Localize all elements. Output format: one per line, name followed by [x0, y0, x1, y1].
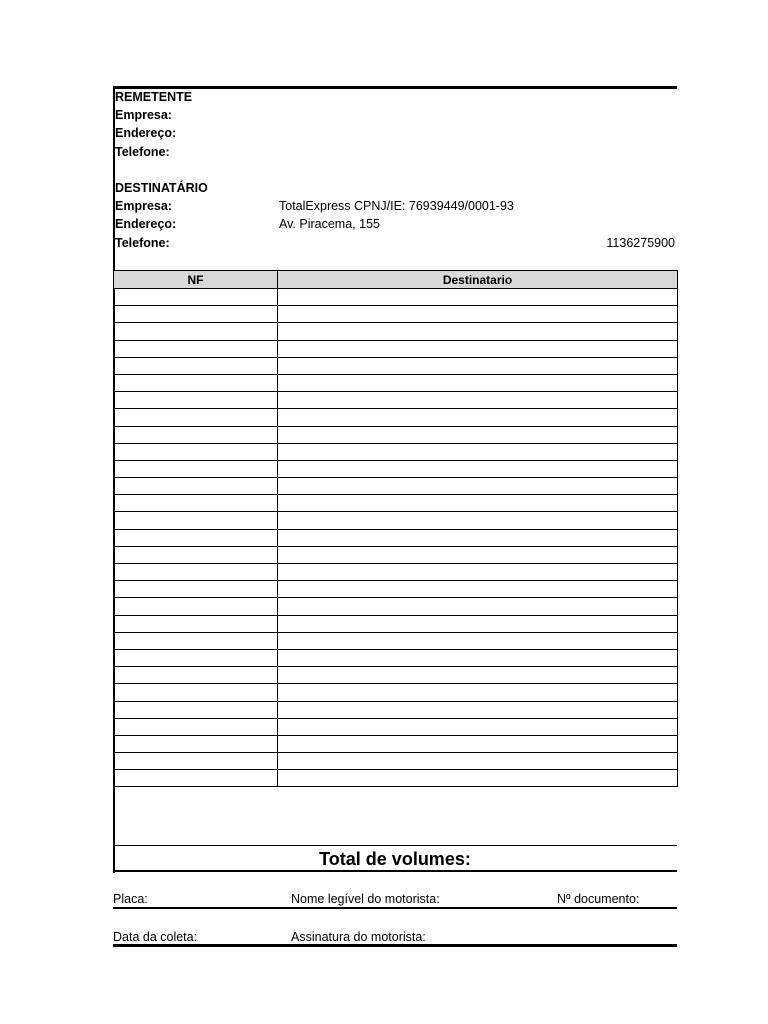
- nf-cell[interactable]: [114, 323, 278, 340]
- nf-cell[interactable]: [114, 478, 278, 495]
- remetente-empresa-label: Empresa:: [115, 108, 172, 122]
- nf-cell[interactable]: [114, 340, 278, 357]
- table-row: [114, 306, 678, 323]
- nf-cell[interactable]: [114, 667, 278, 684]
- table-row: [114, 460, 678, 477]
- table-header-row: [114, 271, 678, 289]
- destinatario-cell[interactable]: [278, 357, 678, 374]
- column-header-destinatario: Destinatario: [278, 271, 678, 289]
- destinatario-cell[interactable]: [278, 374, 678, 391]
- destinatario-cell[interactable]: [278, 529, 678, 546]
- destinatario-title: DESTINATÁRIO: [115, 181, 208, 195]
- table-row: [114, 357, 678, 374]
- nf-cell[interactable]: [114, 581, 278, 598]
- nf-cell[interactable]: [114, 460, 278, 477]
- table-row: [114, 632, 678, 649]
- destinatario-cell[interactable]: [278, 409, 678, 426]
- destinatario-cell[interactable]: [278, 564, 678, 581]
- table-row: [114, 684, 678, 701]
- destinatario-cell[interactable]: [278, 546, 678, 563]
- total-volumes-label: Total de volumes:: [319, 849, 471, 869]
- table-row: [114, 615, 678, 632]
- table-row: [114, 340, 678, 357]
- table-row: [114, 409, 678, 426]
- nf-cell[interactable]: [114, 392, 278, 409]
- nf-cell[interactable]: [114, 357, 278, 374]
- nf-cell[interactable]: [114, 426, 278, 443]
- destinatario-cell[interactable]: [278, 581, 678, 598]
- placa-label: Placa:: [113, 892, 148, 906]
- nf-cell[interactable]: [114, 564, 278, 581]
- remetente-endereco-label: Endereço:: [115, 126, 177, 140]
- assinatura-motorista-label: Assinatura do motorista:: [291, 930, 426, 944]
- destinatario-cell[interactable]: [278, 632, 678, 649]
- column-header-nf: NF: [114, 271, 278, 289]
- nf-cell[interactable]: [114, 546, 278, 563]
- nf-cell[interactable]: [114, 718, 278, 735]
- table-row: [114, 701, 678, 718]
- destinatario-cell[interactable]: [278, 770, 678, 787]
- destinatario-cell[interactable]: [278, 753, 678, 770]
- table-row: [114, 753, 678, 770]
- destinatario-telefone-label: Telefone:: [115, 236, 170, 250]
- destinatario-cell[interactable]: [278, 426, 678, 443]
- table-row: [114, 512, 678, 529]
- destinatario-telefone-value: 1136275900: [606, 236, 675, 250]
- top-border: [113, 86, 677, 89]
- destinatario-cell[interactable]: [278, 495, 678, 512]
- destinatario-endereco-value: Av. Piracema, 155: [279, 217, 380, 231]
- destinatario-cell[interactable]: [278, 649, 678, 666]
- nf-cell[interactable]: [114, 598, 278, 615]
- nf-cell[interactable]: [114, 632, 278, 649]
- destinatario-cell[interactable]: [278, 598, 678, 615]
- destinatario-cell[interactable]: [278, 478, 678, 495]
- nf-cell[interactable]: [114, 649, 278, 666]
- destinatario-cell[interactable]: [278, 684, 678, 701]
- destinatario-cell[interactable]: [278, 667, 678, 684]
- table-row: [114, 443, 678, 460]
- table-row: [114, 478, 678, 495]
- table-row: [114, 718, 678, 735]
- destinatario-cell[interactable]: [278, 735, 678, 752]
- nf-cell[interactable]: [114, 306, 278, 323]
- nf-cell[interactable]: [114, 512, 278, 529]
- nf-cell[interactable]: [114, 735, 278, 752]
- destinatario-cell[interactable]: [278, 512, 678, 529]
- table-row: [114, 426, 678, 443]
- table-body: [114, 289, 678, 787]
- table-row: [114, 770, 678, 787]
- footer-line-1: [113, 907, 677, 909]
- table-row: [114, 495, 678, 512]
- table-row: [114, 735, 678, 752]
- table-row: [114, 374, 678, 391]
- destinatario-cell[interactable]: [278, 340, 678, 357]
- documento-label: Nº documento:: [557, 892, 640, 906]
- destinatario-cell[interactable]: [278, 443, 678, 460]
- destinatario-cell[interactable]: [278, 306, 678, 323]
- destinatario-cell[interactable]: [278, 460, 678, 477]
- nf-cell[interactable]: [114, 529, 278, 546]
- remetente-telefone-label: Telefone:: [115, 145, 170, 159]
- nf-cell[interactable]: [114, 495, 278, 512]
- table-row: [114, 546, 678, 563]
- destinatario-cell[interactable]: [278, 392, 678, 409]
- data-coleta-label: Data da coleta:: [113, 930, 198, 944]
- destinatario-cell[interactable]: [278, 323, 678, 340]
- table-row: [114, 323, 678, 340]
- footer-line-2: [113, 944, 677, 947]
- nf-cell[interactable]: [114, 770, 278, 787]
- nf-cell[interactable]: [114, 615, 278, 632]
- destinatario-cell[interactable]: [278, 615, 678, 632]
- nf-cell[interactable]: [114, 374, 278, 391]
- destinatario-endereco-label: Endereço:: [115, 217, 177, 231]
- nome-motorista-label: Nome legível do motorista:: [291, 892, 440, 906]
- nf-cell[interactable]: [114, 753, 278, 770]
- remetente-title: REMETENTE: [115, 90, 193, 104]
- nf-cell[interactable]: [114, 684, 278, 701]
- table-row: [114, 649, 678, 666]
- table-row: [114, 529, 678, 546]
- nf-table: [113, 270, 678, 787]
- destinatario-cell[interactable]: [278, 289, 678, 306]
- nf-cell[interactable]: [114, 409, 278, 426]
- table-row: [114, 581, 678, 598]
- destinatario-empresa-label: Empresa:: [115, 199, 172, 213]
- destinatario-empresa-value: TotalExpress CPNJ/IE: 76939449/0001-93: [279, 199, 514, 213]
- nf-cell[interactable]: [114, 443, 278, 460]
- total-volumes-box: [113, 845, 677, 872]
- table-row: [114, 392, 678, 409]
- table-row: [114, 598, 678, 615]
- destinatario-cell[interactable]: [278, 718, 678, 735]
- table-row: [114, 289, 678, 306]
- table-row: [114, 564, 678, 581]
- destinatario-cell[interactable]: [278, 701, 678, 718]
- nf-cell[interactable]: [114, 701, 278, 718]
- nf-cell[interactable]: [114, 289, 278, 306]
- table-row: [114, 667, 678, 684]
